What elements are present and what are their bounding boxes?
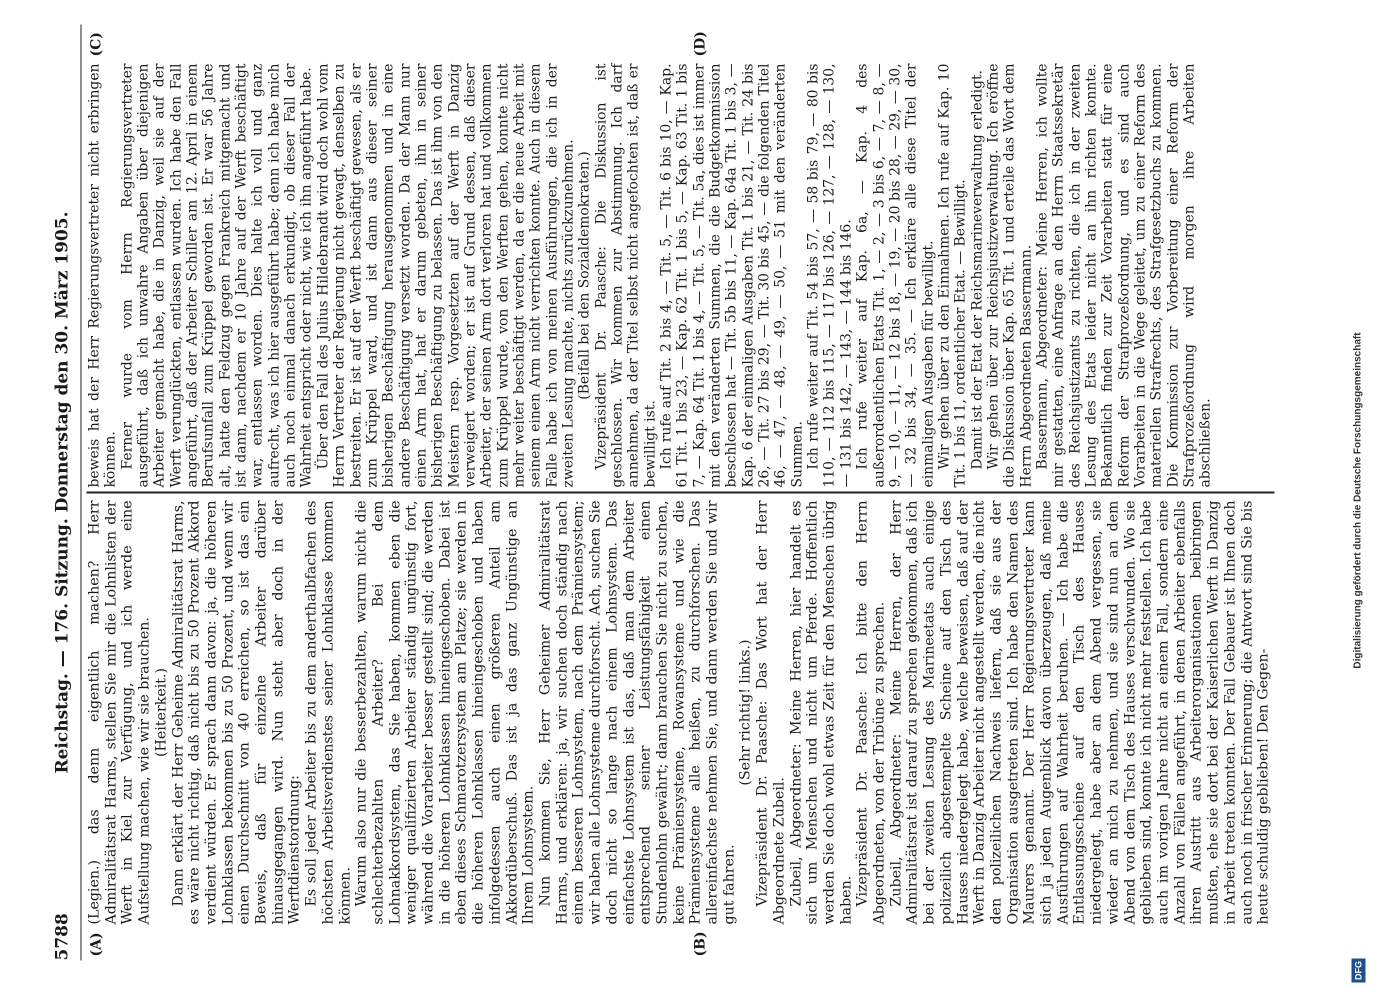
paragraph: Ich rufe weiter auf Tit. 54 bis 57, — 58 bis 79, — 80 bis 110, — 112 bis 115, — 117 bis 126, — 127, — 128, — 130, — 131 bis 142, — 143, — 144 bis 146.	[805, 63, 854, 487]
paragraph-speaker: Vizepräsident Dr. Paasche: Das Wort hat der Herr Abgeordnete Zubeil.	[754, 500, 787, 924]
paragraph-speaker: Vizepräsident Dr. Paasche: Ich bitte den Herrn Abgeordneten, von der Tribüne zu sprechen.	[854, 500, 888, 924]
margin-mark-a: (A)	[88, 931, 104, 956]
dfg-logo: DFG	[1351, 958, 1365, 982]
paragraph-speaker: Zubeil, Abgeordneter: Meine Herren, der Herr Admiralitätsrat ist darauf zu sprechen gekommen, daß ich bei der zweiten Lesung des Marineetats auch einige polizeilich abgestempelte Scheine auf den Tisch des Hauses niedergelegt habe, welche beweisen, daß auf der Werft in Danzig Arbeiter nicht angestellt werden, die nicht den polizeilichen Nachweis liefern, daß sie aus der Organisation ausgetreten sind. Ich habe den Namen des Maurers genannt. Der Herr Regierungsvertreter kann sich ja jeden Augenblick davon überzeugen, daß meine Ausführungen auf Wahrheit beruhen. — Ich habe die Entlassungsscheine auf den Tisch des Hauses niedergelegt, habe aber an dem Abend vergessen, sie wieder an mich zu nehmen, und sie sind nun an dem Abend von dem Tisch des Hauses verschwunden. Wo sie geblieben sind, konnte ich nicht mehr feststellen. Ich habe auch im vorigen Jahre nicht an einem Fall, sondern eine Anzahl von Fällen angeführt, in denen Arbeiter ebenfalls ihren Austritt aus Arbeiterorganisationen beibringen mußten, ehe sie dort bei der Kaiserlichen Werft in Danzig in Arbeit treten konnten. Der Fall Gebauer ist Ihnen doch auch noch in frischer Erinnerung; die Antwort sind Sie bis heute schuldig geblieben! Den Gegen-	[887, 500, 1272, 924]
margin-mark-d: (D)	[692, 30, 708, 56]
right-column	[86, 63, 1214, 487]
column-divider	[86, 491, 1274, 493]
margin-mark-c: (C)	[88, 31, 104, 56]
header-rule	[80, 24, 81, 960]
page-header	[52, 24, 78, 960]
paragraph-speaker: Zubeil, Abgeordneter: Meine Herren, hier handelt es sich um Menschen und nicht um Pferde. Hoffentlich werden Sie doch wohl etwas Zeit für den Menschen übrig haben.	[787, 500, 854, 924]
page-number: 5788	[52, 912, 72, 960]
paragraph: Wir gehen über zu den Einnahmen. Ich rufe auf Kap. 10 Tit. 1 bis 11, ordentlicher Etat. — Bewilligt.	[935, 63, 969, 487]
paragraph: Ich rufe weiter auf Kap. 6a, — Kap. 4 des außerordentlichen Etats Tit. 1, — 2, — 3 bis 6, — 7, — 8, — 9, — 10, — 11, — 12 bis 18, — 19, — 20 bis 28, — 29, — 30, — 32 bis 34, — 35. — Ich erkläre alle diese Titel der einmaligen Ausgaben für bewilligt.	[854, 63, 936, 487]
paragraph: Warum also nur die besserbezahlten, warum nicht die schlechterbezahlten Arbeiter? Bei dem Lohnakkordsystem, das Sie haben, kommen eben die weniger qualifizierten Arbeiter ständig ungünstig fort, während die Vorarbeiter besser gestellt sind; die werden in die höheren Lohnklassen hineingeschoben. Dabei ist eben dieses Schmarotzersystem am Platze; sie werden in die höheren Lohnklassen hineingeschoben und haben infolgedessen auch einen größeren Anteil am Akkordüberschuß. Das ist ja das ganz Ungünstige an Ihrem Lohnsystem.	[353, 500, 537, 924]
paragraph-remark: (Beifall bei den Sozialdemokraten.)	[576, 150, 593, 400]
running-title: Reichstag. — 176. Sitzung. Donnerstag den 30. März 1905.	[52, 210, 72, 774]
paragraph-speaker: Bassermann, Abgeordneter: Meine Herren, ich wollte mir gestatten, eine Anfrage an den Herrn Staatssekretär des Reichsjustizamts zu richten, die ich in der zweiten Lesung des Etats leider nicht an ihn richten konnte. Bekanntlich finden zur Zeit Vorarbeiten statt für eine Reform der Strafprozeßordnung, und es sind auch Vorarbeiten in die Wege geleitet, um zu einer Reform des materiellen Strafrechts, des Strafgesetzbuchs zu kommen. Die Kommission zur Vorbereitung einer Reform der Strafprozeßordnung wird morgen ihre Arbeiten abschließen.	[1033, 63, 1214, 487]
paragraph-speaker: Vizepräsident Dr. Paasche: Die Diskussion ist geschlossen. Wir kommen zur Abstimmung. Ich darf annehmen, da der Titel selbst nicht angefochten ist, daß er bewilligt ist.	[592, 63, 658, 487]
paragraph: Ich rufe auf Tit. 2 bis 4, — Tit. 5, — Tit. 6 bis 10, — Kap. 61 Tit. 1 bis 23, — Kap. 62 Tit. 1 bis 5, — Kap. 63 Tit. 1 bis 7, — Kap. 64 Tit. 1 bis 4, — Tit. 5, — Tit. 5a, dies ist immer mit den veränderten Summen, die die Budgetkommission beschlossen hat — Tit. 5b bis 11, — Kap. 64a Tit. 1 bis 3, — Kap. 6 der einmaligen Ausgaben Tit. 1 bis 21, — Tit. 24 bis 26, — Tit. 27 bis 29, — Tit. 30 bis 45, — die folgenden Titel 46, — 47, — 48, — 49, — 50, — 51 mit den veränderten Summen.	[658, 63, 805, 487]
left-column	[86, 500, 1272, 924]
paragraph-remark: (Sehr richtig! links.)	[737, 638, 754, 786]
paragraph-quote: Es soll jeder Arbeiter bis zu dem anderthalbfachen des höchsten Arbeitsverdienstes seiner Lohnklasse kommen können.	[303, 500, 353, 924]
paragraph: Über den Fall des Julius Hildebrandt wird doch wohl vom Herrn Vertreter der Regierung nicht gewagt, denselben zu bestreiten. Er ist auf der Werft beschäftigt gewesen, als er zum Krüppel ward, und ist dann aus dieser seiner bisherigen Beschäftigung herausgenommen und in eine andere Beschäftigung versetzt worden. Da der Mann nur einen Arm hat, hat er darum gebeten, ihn in seiner bisherigen Beschäftigung zu belassen. Das ist ihm von den Meistern resp. Vorgesetzten auf der Werft in Danzig verweigert worden; er ist auf Grund dessen, daß dieser Arbeiter, der seinen Arm dort verloren hat und vollkommen zum Krüppel wurde, von den Werften gehen, konnte nicht mehr weiter beschäftigt werden, da er die neue Arbeit mit seinem einen Arm nicht verrichten konnte. Auch in diesem Falle habe ich von meinen Ausführungen, die ich in der zweiten Lesung machte, nichts zurückzunehmen.	[314, 63, 576, 487]
digitization-note: Digitalisierung gefördert durch die Deutsche Forschungsgemeinschaft	[1352, 331, 1363, 669]
paragraph: (Legien.) das denn eigentlich machen? Herr Admiralitätsrat Harms, stellen Sie mir die Lohnlisten der Werft in Kiel zur Verfügung, und ich werde eine Aufstellung machen, wie wir sie brauchen.	[86, 500, 153, 924]
paragraph-remark: (Heiterkeit.)	[152, 667, 169, 757]
paragraph: Wir gehen über zur Reichsjustizverwaltung. Ich eröffne die Diskussion über Kap. 65 Tit. 1 und erteile das Wort dem Herrn Abgeordneten Bassermann.	[984, 63, 1034, 487]
paragraph: Ferner wurde vom Herrn Regierungsvertreter ausgeführt, daß ich unwahre Angaben über diejenigen Arbeiter gemacht habe, die in Danzig, weil sie auf der Werft verunglückten, entlassen wurden. Ich habe den Fall angeführt, daß der Arbeiter Schiller am 12. April in einem Berufsunfall zum Krüppel geworden ist. Er war 56 Jahre alt, hatte den Feldzug gegen Frankreich mitgemacht und ist dann, nachdem er 10 Jahre auf der Werft beschäftigt war, entlassen worden. Dies halte ich voll und ganz aufrecht, was ich hier ausgeführt habe; denn ich habe mich auch noch einmal danach erkundigt, ob dieser Fall der Wahrheit entspricht oder nicht, wie ich ihn angeführt habe.	[118, 63, 315, 487]
paragraph: Dann erklärt der Herr Geheime Admiralitätsrat Harms, es wäre nicht richtig, daß nicht bis zu 50 Prozent Akkord verdient würden. Er sprach dann davon: ja, die höheren Lohnklassen bekommen bis zu 50 Prozent, und wenn wir einen Durchschnitt von 40 erreichen, so ist das ein Beweis, daß für einzelne Arbeiter darüber hinausgegangen wird. Nun steht aber doch in der Werftdienstordnung:	[169, 500, 303, 924]
margin-mark-b: (B)	[692, 930, 708, 956]
paragraph: beweis hat der Herr Regierungsvertreter nicht erbringen können.	[86, 63, 119, 487]
paragraph: Damit ist der Etat der Reichsmarineverwaltung erledigt.	[968, 69, 985, 469]
paragraph: Nun kommen Sie, Herr Geheimer Admiralitätsrat Harms, und erklären: ja, wir suchen doch ständig nach einem besseren Lohnsystem, nach dem Prämiensystem; wir haben alle Lohnsysteme durchforscht. Ach, suchen Sie doch nicht so lange nach einem Lohnsystem. Das einfachste Lohnsystem ist das, daß man dem Arbeiter entsprechend seiner Leistungsfähigkeit einen Stundenlohn gewährt; dann brauchen Sie nicht zu suchen, keine Prämiensysteme, Rowansysteme und wie die Prämiensysteme alle heißen, zu durchforschen. Das allereinfachste nehmen Sie, und dann werden Sie und wir gut fahren.	[536, 500, 737, 924]
